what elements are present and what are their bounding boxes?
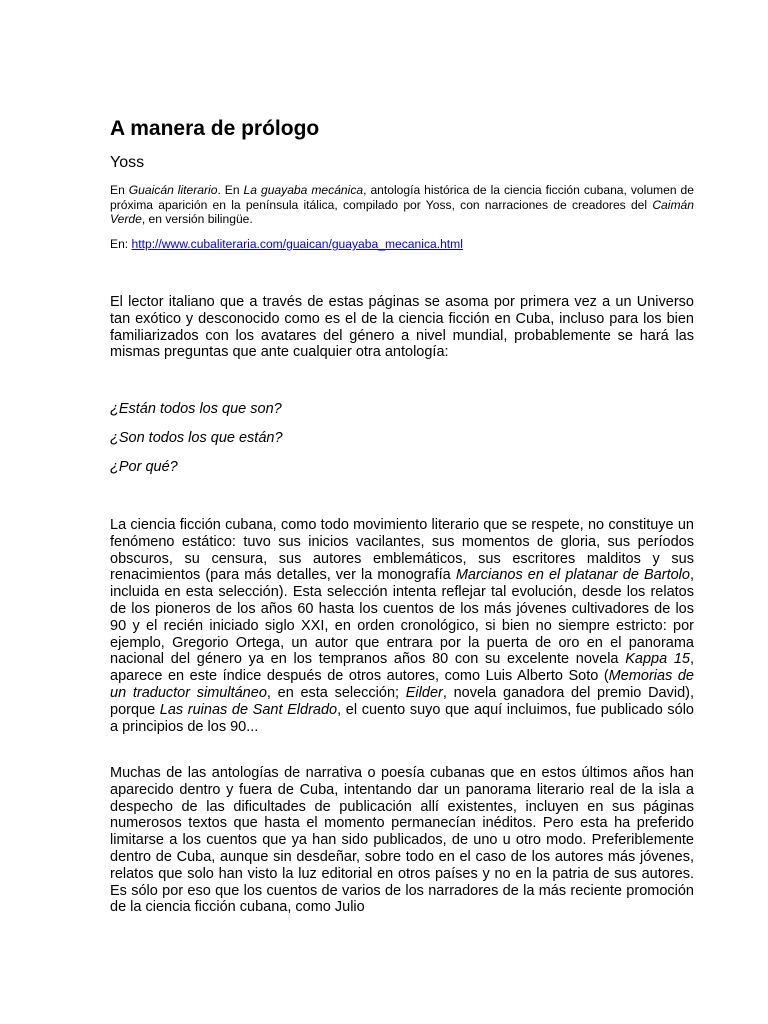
author-name: Yoss <box>110 154 145 171</box>
paragraph-evolution-text-4: , en esta selección; <box>266 684 406 701</box>
title-marcianos: Marcianos en el platanar de Bartolo <box>455 567 690 584</box>
source-mid-2: , antología histórica de la ciencia ficción cubana, volumen de próxima aparición en la península itálica, compilado por Yoss, con narraciones de creadores del <box>110 183 694 212</box>
question-3: ¿Por qué? <box>110 459 178 475</box>
paragraph-intro: El lector italiano que a través de estas páginas se asoma por primera vez a un Universo tan exótico y desconocido como es el de la ciencia ficción en Cuba, incluso para los bien familiarizados con los avatares del género a nivel mundial, probablemente se hará las mismas preguntas que ante cualquier otra antología: <box>110 294 694 361</box>
source-prefix: En <box>110 183 129 197</box>
paragraph-evolution-text-3: , aparece en este índice después de otros autores, como Luis Alberto Soto ( <box>110 651 694 685</box>
paragraph-evolution <box>110 517 694 735</box>
source-mid-1: . En <box>217 183 244 197</box>
paragraph-evolution-text-2: , incluida en esta selección). Esta selección intenta reflejar tal evolución, desde los relatos de los pioneros de los años 60 hasta los cuentos de los más jóvenes cultivadores de los 90 y el recién iniciado siglo XXI, en orden cronológico, si bien no siempre estricto: por ejemplo, Gregorio Ortega, un autor que entrara por la puerta de oro en el panorama nacional del género ya en los tempranos años 80 con su excelente novela <box>110 567 694 668</box>
title-memorias: Memorias de un traductor simultáneo <box>110 668 695 701</box>
paragraph-anthologies: Muchas de las antologías de narrativa o poesía cubanas que en estos últimos años han aparecido dentro y fuera de Cuba, intentando dar un panorama literario real de la isla a despecho de las dificultades de publicación allí existentes, incluyen en sus páginas numerosos textos que hasta el momento permanecían inéditos. Pero esta ha preferido limitarse a los cuentos que ya han sido publicados, de uno u otro modo. Preferiblemente dentro de Cuba, aunque sin desdeñar, sobre todo en el caso de los autores más jóvenes, relatos que solo han visto la luz editorial en otros países y no en la patria de sus autores. Es sólo por eso que los cuentos de varios de los narradores de la más reciente promoción de la ciencia ficción cubana, como Julio <box>110 765 694 916</box>
paragraph-evolution-text-6: , el cuento suyo que aquí incluimos, fue publicado sólo a principios de los 90... <box>110 701 694 735</box>
source-note <box>110 183 694 227</box>
source-suffix: , en versión bilingüe. <box>141 212 253 226</box>
title-eilder: Eilder <box>405 684 443 701</box>
title-las-ruinas: Las ruinas de Sant Eldrado <box>159 701 338 718</box>
source-journal: Guaicán literario <box>128 183 218 197</box>
source-book: La guayaba mecánica <box>243 183 364 197</box>
question-1: ¿Están todos los que son? <box>110 401 282 417</box>
document-title: A manera de prólogo <box>110 117 320 140</box>
question-2: ¿Son todos los que están? <box>110 430 283 446</box>
paragraph-evolution-text-5: , novela ganadora del premio David), porque <box>110 684 695 718</box>
source-url-link[interactable]: http://www.cubaliteraria.com/guaican/guayaba_mecanica.html <box>131 237 463 251</box>
paragraph-evolution-text-1: La ciencia ficción cubana, como todo movimiento literario que se respete, no constituye un fenómeno estático: tuvo sus inicios vacilantes, sus momentos de gloria, sus períodos obscuros, su censura, sus autores emblemáticos, sus escritores malditos y sus renacimientos (para más detalles, ver la monografía <box>110 517 694 584</box>
source-magazine: Caimán Verde <box>110 197 694 226</box>
link-prefix: En: <box>110 237 132 251</box>
title-kappa-15: Kappa 15 <box>625 651 690 668</box>
source-link-line <box>110 237 463 252</box>
